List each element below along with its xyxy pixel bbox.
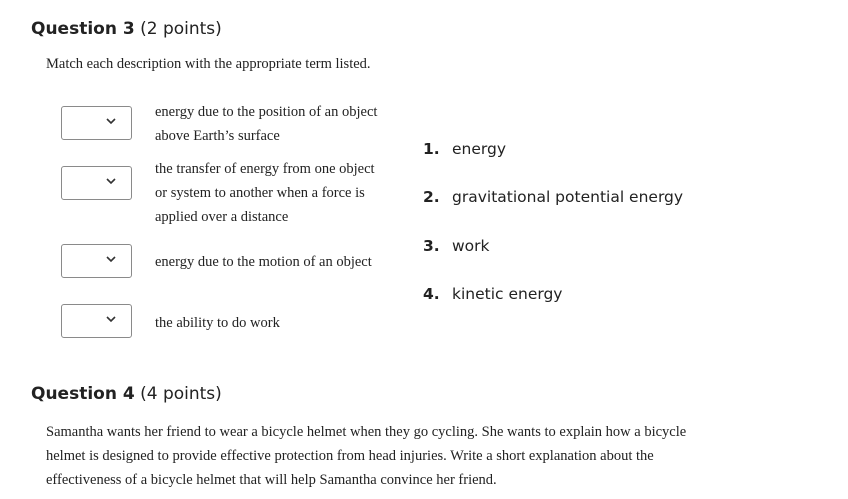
question-3-instruction: Match each description with the appropriate term listed. [46,56,371,72]
option-2: 2. gravitational potential energy [423,188,684,206]
description-4: the ability to do work [155,315,280,331]
option-3: 3. work [423,237,490,255]
chevron-down-icon [105,115,117,127]
question-3-label: Question 3 [31,19,135,39]
description-3: energy due to the motion of an object [155,254,372,270]
question-4-label: Question 4 [31,384,135,404]
option-1: 1. energy [423,140,507,158]
chevron-down-icon [105,175,117,187]
chevron-down-icon [105,313,117,325]
question-3-points: (2 points) [140,19,222,39]
question-3-title [31,19,222,39]
match-select-3[interactable] [61,244,132,278]
description-1: energy due to the position of an object above Earth’s surface [155,104,378,144]
chevron-down-icon [105,253,117,265]
question-4-title [31,384,222,404]
description-2: the transfer of energy from one object or system to another when a force is applied over a distance [155,161,375,225]
option-4: 4. kinetic energy [423,285,563,303]
match-select-2[interactable] [61,166,132,200]
match-select-4[interactable] [61,304,132,338]
match-select-1[interactable] [61,106,132,140]
question-4-points: (4 points) [140,384,222,404]
question-4-prompt: Samantha wants her friend to wear a bicycle helmet when they go cycling. She wants to explain how a bicycle helmet is designed to provide effective protection from head injuries. Write a short explanation about the effectiveness of a bicycle helmet that will help Samantha convince her friend. [46,424,687,488]
